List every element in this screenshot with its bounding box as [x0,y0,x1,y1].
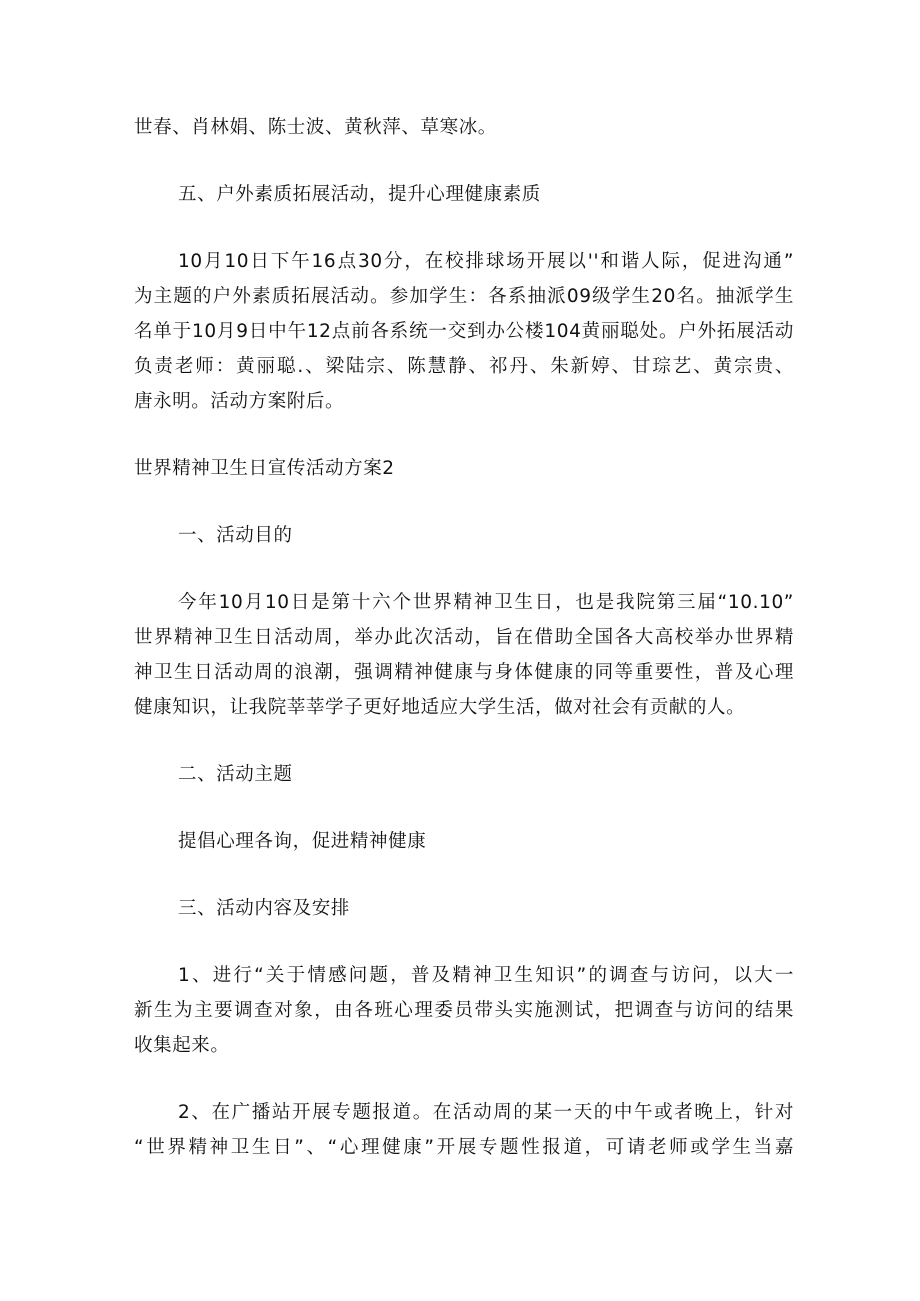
paragraph-line: 健康知识，让我院莘莘学子更好地适应大学生活，做对社会有贡献的人。 [134,697,746,718]
paragraph-line: 负责老师：黄丽聪.、梁陆宗、陈慧静、祁丹、朱新婷、甘琮艺、黄宗贵、 [134,356,794,377]
document-title: 世界精神卫生日宣传活动方案2 [134,458,395,479]
paragraph-line: 世春、肖林娟、陈士波、黄秋萍、草寒冰。 [134,117,497,138]
paragraph-line: 提倡心理各询，促进精神健康 [178,831,427,852]
paragraph-line: 10月10日下午16点30分，在校排球场开展以''和谐人际，促进沟通” [178,251,794,272]
paragraph-line: 唐永明。活动方案附后。 [134,391,345,412]
paragraph-line: 1、进行“关于情感问题，普及精神卫生知识”的调查与访问，以大一 [178,965,794,986]
paragraph-line: 神卫生日活动周的浪潮，强调精神健康与身体健康的同等重要性，普及心理 [134,662,794,683]
paragraph-line: 世界精神卫生日活动周，举办此次活动，旨在借助全国各大高校举办世界精 [134,627,794,648]
section-heading: 二、活动主题 [178,764,293,785]
paragraph-line: 名单于10月9日中午12点前各系统一交到办公楼104黄丽聪处。户外拓展活动 [134,321,794,342]
paragraph-line: 新生为主要调查对象，由各班心理委员带头实施测试，把调查与访问的结果 [134,1000,794,1021]
section-heading: 三、活动内容及安排 [178,898,350,919]
section-heading: 五、户外素质拓展活动，提升心理健康素质 [178,184,541,205]
paragraph-line: 今年10月10日是第十六个世界精神卫生日，也是我院第三届“10.10” [178,592,794,613]
section-heading: 一、活动目的 [178,525,293,546]
paragraph-line: 收集起来。 [134,1035,230,1056]
paragraph-line: “世界精神卫生日”、“心理健康”开展专题性报道，可请老师或学生当嘉 [134,1137,794,1158]
paragraph-line: 为主题的户外素质拓展活动。参加学生：各系抽派09级学生20名。抽派学生 [134,286,794,307]
paragraph-line: 2、在广播站开展专题报道。在活动周的某一天的中午或者晚上，针对 [178,1102,794,1123]
